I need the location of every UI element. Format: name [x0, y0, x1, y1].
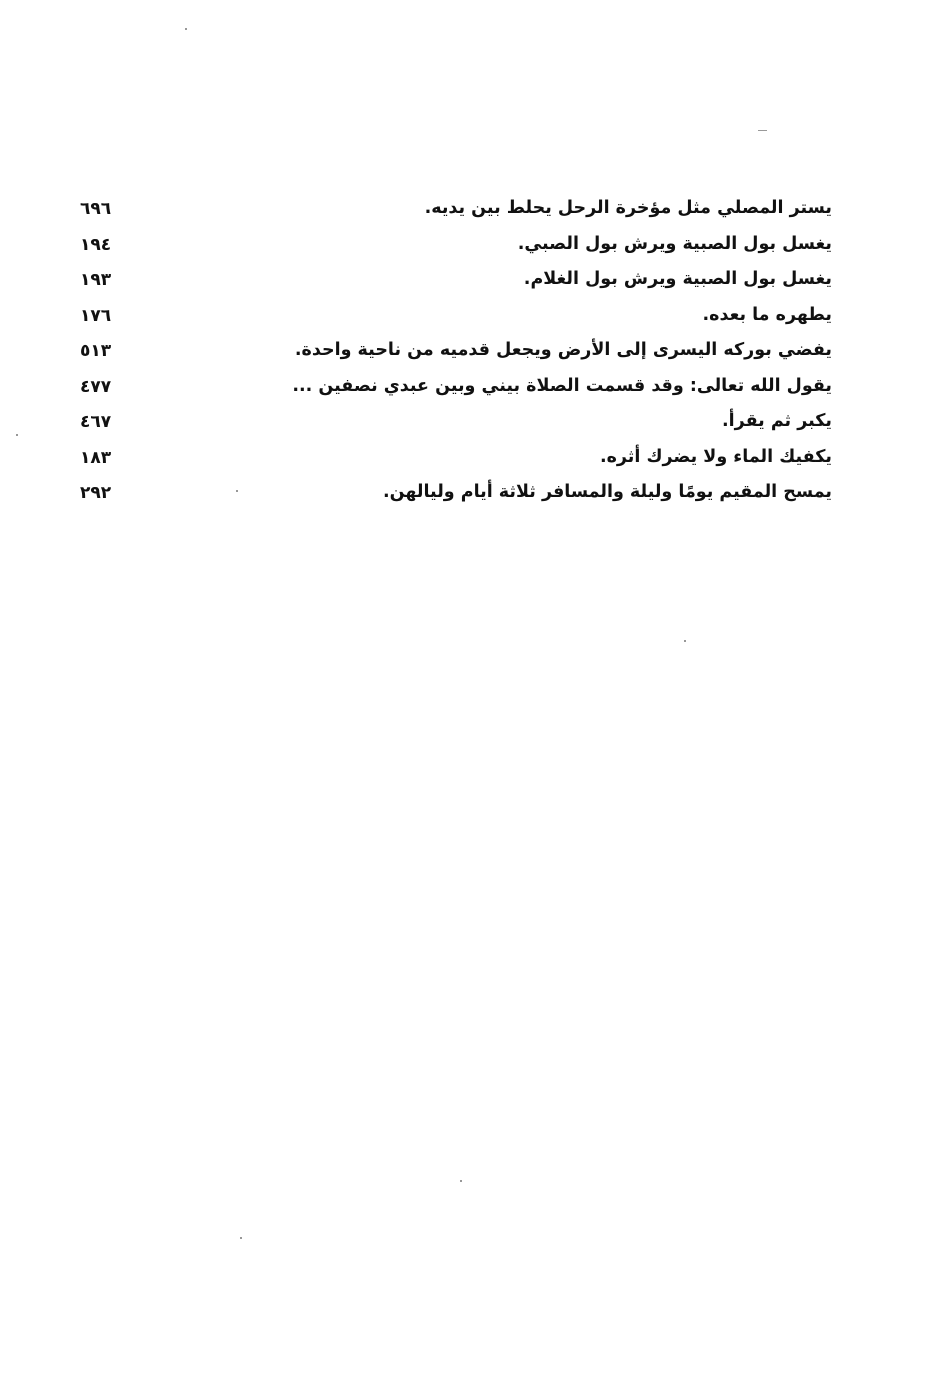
- index-entry: [70, 406, 832, 442]
- entry-page-number: ١٨٣: [80, 447, 112, 468]
- index-entry: [70, 229, 832, 265]
- index-list: [70, 193, 832, 513]
- scan-speck: [460, 1180, 462, 1182]
- entry-text: يكفيك الماء ولا يضرك أثره.: [599, 446, 832, 467]
- index-entry: [70, 442, 832, 478]
- index-entry: [70, 371, 832, 407]
- scan-mark: [758, 130, 767, 131]
- entry-page-number: ٤٦٧: [80, 412, 112, 432]
- entry-text: يغسل بول الصبية ويرش بول الغلام.: [523, 269, 832, 289]
- entry-text: يفضي بوركه اليسرى إلى الأرض ويجعل قدميه من ناحية واحدة.: [294, 340, 832, 360]
- entry-page-number: ٦٩٦: [80, 199, 112, 219]
- scan-speck: [185, 28, 187, 30]
- scan-speck: [16, 434, 18, 436]
- entry-text: يستر المصلي مثل مؤخرة الرحل يحلط بين يديه.: [424, 198, 832, 218]
- entry-text: يكبر ثم يقرأ.: [722, 411, 832, 431]
- scan-speck: [240, 1237, 242, 1239]
- index-entry: [70, 477, 832, 513]
- entry-text: يغسل بول الصبية ويرش بول الصبي.: [517, 233, 832, 254]
- index-entry: [70, 335, 832, 371]
- entry-page-number: ٥١٣: [80, 341, 112, 361]
- entry-page-number: ١٩٣: [80, 270, 112, 290]
- index-entry: [70, 300, 832, 336]
- entry-page-number: ٤٧٧: [80, 376, 112, 397]
- index-entry: [70, 264, 832, 300]
- entry-page-number: ١٧٦: [80, 305, 112, 326]
- index-entry: [70, 193, 832, 229]
- entry-text: يمسح المقيم يومًا وليلة والمسافر ثلاثة أيام وليالهن.: [382, 482, 832, 502]
- scan-speck: [684, 640, 686, 642]
- entry-text: يطهره ما بعده.: [702, 304, 832, 325]
- entry-page-number: ١٩٤: [80, 234, 112, 255]
- entry-text: يقول الله تعالى: وقد قسمت الصلاة بيني وبين عبدي نصفين ...: [292, 375, 832, 396]
- entry-page-number: ٢٩٢: [80, 483, 112, 503]
